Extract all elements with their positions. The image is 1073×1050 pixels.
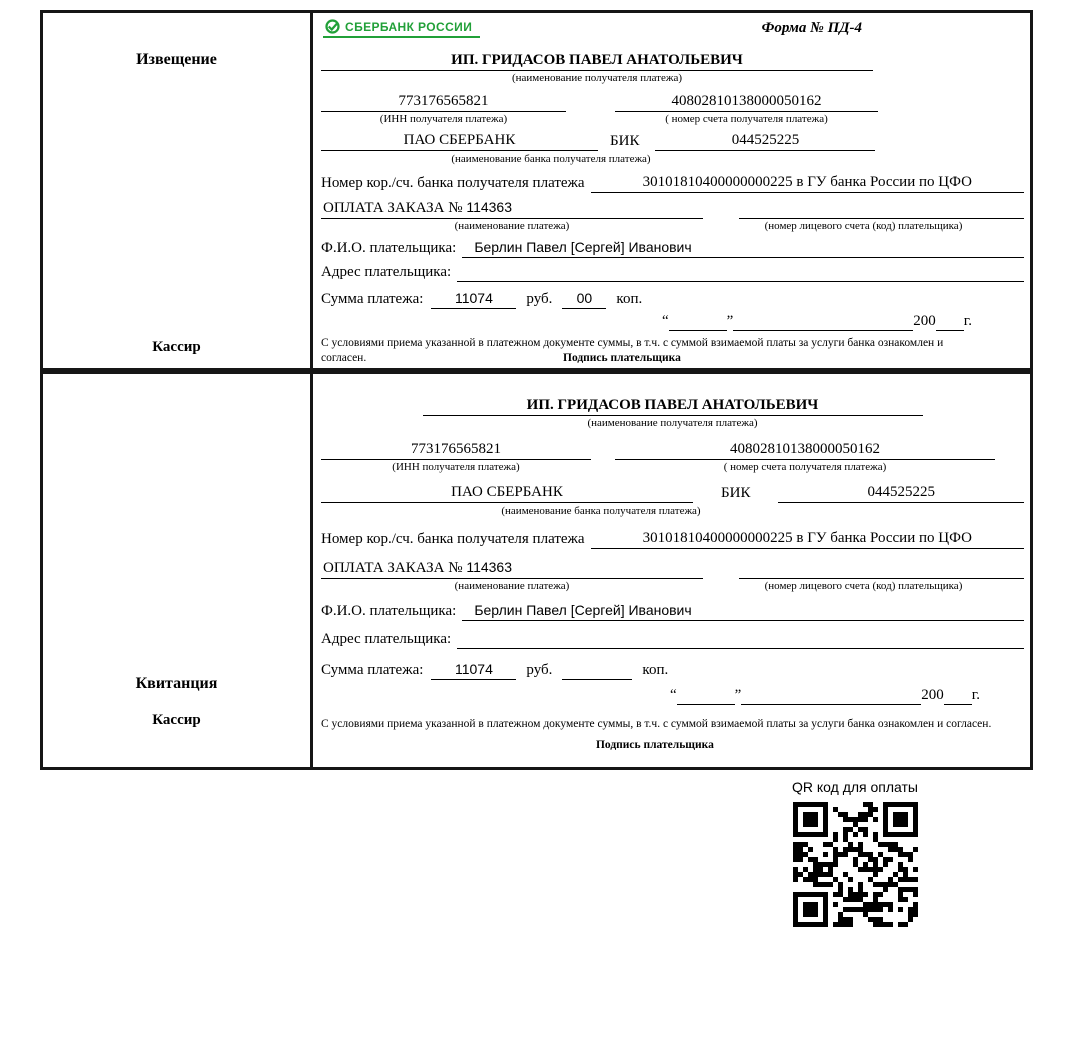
corr-label: Номер кор./сч. банка получателя платежа: [321, 531, 585, 547]
recipient-field: [321, 51, 873, 85]
inn-field: [321, 440, 591, 474]
receipt-left-column: [43, 374, 313, 767]
sberbank-logo: [323, 17, 480, 38]
notice-header-row: [321, 17, 1024, 49]
bank-row: [321, 483, 1024, 503]
amount-kopecks: [562, 661, 632, 680]
year-suffix: г.: [963, 313, 972, 329]
payer-name-value: Берлин Павел [Сергей] Иванович: [462, 238, 1024, 258]
terms-block: [321, 336, 1024, 365]
notice-cashier-label: Кассир: [152, 339, 201, 355]
bank-row: [321, 131, 1024, 151]
inn-value: 773176565821: [321, 440, 591, 460]
terms-text: С условиями приема указанной в платежном документе суммы, в т.ч. с суммой взимаемой платы за услуги банка ознакомлен и согласен.: [321, 718, 992, 730]
quote-open: “: [669, 687, 677, 703]
personal-account-caption: (номер лицевого счета (код) плательщика): [764, 580, 963, 592]
inn-caption: (ИНН получателя платежа): [379, 113, 508, 125]
payment-order-number: 114363: [466, 559, 513, 575]
recipient-caption: (наименование получателя платежа): [587, 417, 758, 429]
payer-name-label: Ф.И.О. плательщика:: [321, 240, 457, 256]
receipt-cashier-label: Кассир: [152, 712, 201, 728]
terms-text: С условиями приема указанной в платежном документе суммы, в т.ч. с суммой взимаемой платы за услуги банка ознакомлен и согласен.: [321, 337, 944, 364]
notice-form: [313, 13, 1030, 368]
personal-account-line: [739, 200, 1024, 219]
account-value: 40802810138000050162: [615, 92, 878, 112]
receipt-title: Квитанция: [135, 675, 218, 692]
signature-label: Подпись плательщика: [563, 352, 681, 364]
payer-address-line: [457, 263, 1024, 282]
sberbank-logo-icon: [325, 19, 340, 34]
payer-name-label: Ф.И.О. плательщика:: [321, 603, 457, 619]
amount-label: Сумма платежа:: [321, 662, 424, 678]
date-year-line: [936, 312, 964, 331]
payment-captions-row: [321, 580, 1024, 593]
payer-name-row: [321, 601, 1024, 621]
year-prefix: 200: [921, 687, 944, 703]
bik-value: 044525225: [655, 131, 875, 151]
payment-order-number: 114363: [466, 199, 513, 215]
payment-caption: (наименование платежа): [454, 580, 570, 592]
account-value: 40802810138000050162: [615, 440, 995, 460]
bank-caption: (наименование банка получателя платежа): [451, 153, 651, 165]
bik-label: БИК: [610, 133, 640, 149]
payer-address-row: [321, 630, 1024, 649]
year-prefix: 200: [913, 313, 936, 329]
quote-open: “: [661, 313, 669, 329]
date-month-line: [733, 312, 913, 331]
terms-block: [321, 717, 1024, 751]
amount-rubles: 11074: [431, 289, 516, 309]
payment-purpose-row: [321, 198, 1024, 219]
receipt-section: [40, 371, 1033, 770]
kopecks-label: коп.: [616, 291, 643, 307]
corr-account-row: [321, 173, 1024, 193]
qr-block: [775, 779, 935, 930]
notice-title: Извещение: [136, 51, 217, 68]
notice-left-column: [43, 13, 313, 368]
bik-value: 044525225: [778, 483, 1024, 503]
payer-name-value: Берлин Павел [Сергей] Иванович: [462, 601, 1024, 621]
payment-purpose-row: [321, 558, 1024, 579]
qr-caption: QR код для оплаты: [791, 779, 918, 795]
recipient-caption: (наименование получателя платежа): [511, 72, 683, 84]
personal-account-line: [739, 560, 1024, 579]
amount-row: [321, 289, 1024, 309]
inn-account-row: [321, 92, 1024, 126]
date-row: [321, 312, 972, 331]
date-day-line: [677, 686, 735, 705]
payment-purpose-label: ОПЛАТА ЗАКАЗА №: [323, 560, 463, 576]
payment-captions-row: [321, 220, 1024, 233]
recipient-name: ИП. ГРИДАСОВ ПАВЕЛ АНАТОЛЬЕВИЧ: [321, 51, 873, 71]
amount-label: Сумма платежа:: [321, 291, 424, 307]
corr-value: 30101810400000000225 в ГУ банка России по ЦФО: [591, 529, 1024, 549]
amount-rubles: 11074: [431, 660, 516, 680]
inn-field: [321, 92, 566, 126]
sberbank-logo-text: СБЕРБАНК РОССИИ: [345, 19, 473, 34]
date-year-line: [944, 686, 972, 705]
payment-caption: (наименование платежа): [454, 220, 570, 232]
bik-label: БИК: [721, 485, 751, 501]
bank-name: ПАО СБЕРБАНК: [321, 483, 693, 503]
payer-address-label: Адрес плательщика:: [321, 264, 452, 280]
quote-close: ”: [734, 687, 742, 703]
inn-account-row: [321, 440, 1024, 474]
kopecks-label: коп.: [642, 662, 669, 678]
notice-section: [40, 10, 1033, 371]
payer-address-label: Адрес плательщика:: [321, 631, 452, 647]
amount-kopecks: 00: [562, 289, 606, 309]
payment-purpose-label: ОПЛАТА ЗАКАЗА №: [323, 200, 463, 216]
date-month-line: [741, 686, 921, 705]
recipient-field: [423, 396, 923, 430]
quote-close: ”: [726, 313, 734, 329]
payer-address-line: [457, 630, 1024, 649]
year-suffix: г.: [971, 687, 980, 703]
bank-name: ПАО СБЕРБАНК: [321, 131, 598, 151]
qr-code: [793, 802, 918, 927]
corr-value: 30101810400000000225 в ГУ банка России по ЦФО: [591, 173, 1024, 193]
rubles-label: руб.: [526, 291, 553, 307]
payment-purpose-field: [321, 558, 703, 579]
bank-caption: (наименование банка получателя платежа): [501, 505, 701, 517]
inn-caption: (ИНН получателя платежа): [392, 461, 520, 473]
amount-row: [321, 660, 1024, 680]
receipt-form: [313, 374, 1030, 767]
account-caption: ( номер счета получателя платежа): [723, 461, 887, 473]
personal-account-caption: (номер лицевого счета (код) плательщика): [764, 220, 963, 232]
corr-account-row: [321, 529, 1024, 549]
payment-purpose-field: [321, 198, 703, 219]
inn-value: 773176565821: [321, 92, 566, 112]
date-day-line: [669, 312, 727, 331]
account-field: [615, 440, 995, 474]
date-row: [321, 686, 980, 705]
recipient-name: ИП. ГРИДАСОВ ПАВЕЛ АНАТОЛЬЕВИЧ: [423, 396, 923, 416]
payer-name-row: [321, 238, 1024, 258]
account-caption: ( номер счета получателя платежа): [665, 113, 828, 125]
payer-address-row: [321, 263, 1024, 282]
corr-label: Номер кор./сч. банка получателя платежа: [321, 175, 585, 191]
rubles-label: руб.: [526, 662, 553, 678]
form-number: Форма № ПД-4: [761, 20, 862, 36]
signature-label: Подпись плательщика: [595, 738, 714, 751]
account-field: [615, 92, 878, 126]
